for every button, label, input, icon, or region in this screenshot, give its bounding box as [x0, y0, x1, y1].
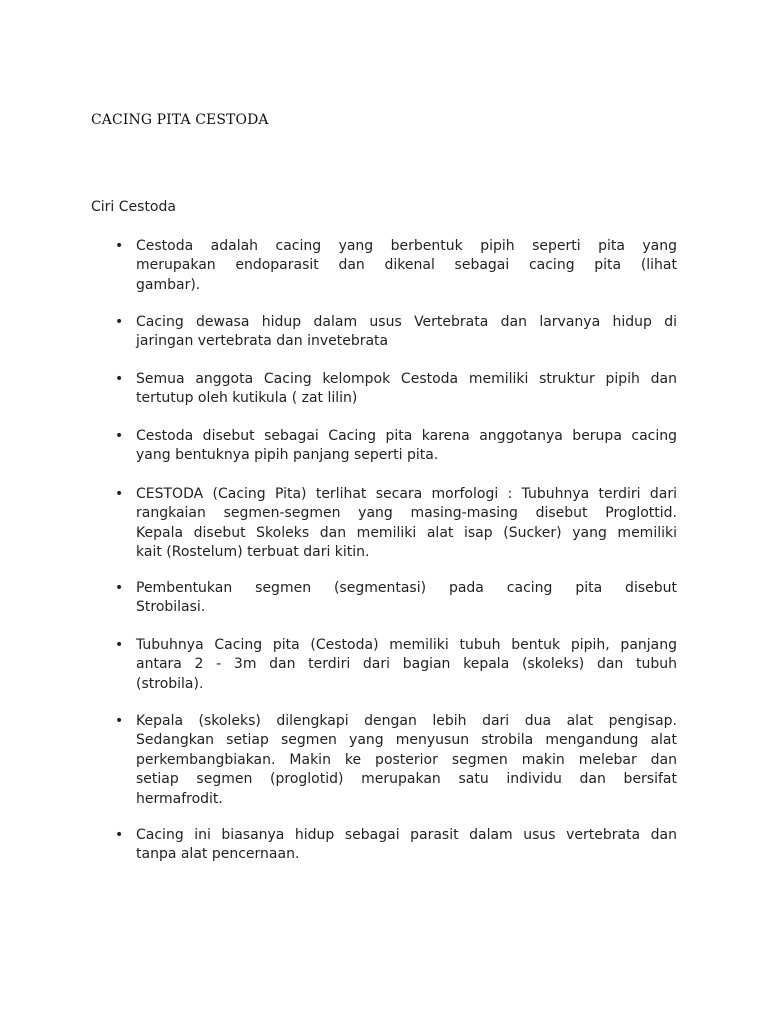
bullet-text-line: (strobila).	[136, 675, 204, 692]
section-heading: Ciri Cestoda	[91, 199, 176, 215]
bullet-text-line: tanpa alat pencernaan.	[136, 846, 300, 863]
bullet-marker: •	[115, 314, 124, 330]
bullet-marker: •	[115, 486, 124, 502]
bullet-text-line: Pembentukan segmen (segmentasi) pada cacing pita disebut	[136, 580, 677, 596]
bullet-item	[115, 313, 677, 352]
bullet-item	[115, 370, 677, 409]
bullet-text-line: Strobilasi.	[136, 599, 206, 616]
bullet-text-line: yang bentuknya pipih panjang seperti pita.	[136, 447, 439, 464]
bullet-item	[115, 427, 677, 466]
document-title: CACING PITA CESTODA	[91, 112, 269, 128]
bullet-text-line: rangkaian segmen-segmen yang masing-masing disebut Proglottid.	[136, 505, 677, 522]
bullet-text-line: setiap segmen (proglotid) merupakan satu individu dan bersifat	[136, 771, 677, 788]
bullet-marker: •	[115, 580, 124, 596]
bullet-text-line: Cacing dewasa hidup dalam usus Vertebrata dan larvanya hidup di	[136, 314, 677, 330]
bullet-item	[115, 636, 677, 694]
bullet-marker: •	[115, 371, 124, 387]
bullet-text-line: tertutup oleh kutikula ( zat lilin)	[136, 390, 358, 407]
bullet-text-line: Cestoda adalah cacing yang berbentuk pipih seperti pita yang	[136, 238, 677, 254]
bullet-marker: •	[115, 238, 124, 254]
bullet-item	[115, 826, 677, 865]
bullet-text-line: Sedangkan setiap segmen yang menyusun strobila mengandung alat	[136, 732, 677, 749]
bullet-text-line: Kepala (skoleks) dilengkapi dengan lebih dari dua alat pengisap.	[136, 713, 677, 729]
bullet-text-line: kait (Rostelum) terbuat dari kitin.	[136, 544, 370, 561]
bullet-marker: •	[115, 827, 124, 843]
bullet-text-line: Tubuhnya Cacing pita (Cestoda) memiliki tubuh bentuk pipih, panjang	[136, 637, 677, 653]
bullet-text-line: Cacing ini biasanya hidup sebagai parasit dalam usus vertebrata dan	[136, 827, 677, 843]
bullet-marker: •	[115, 428, 124, 444]
bullet-marker: •	[115, 637, 124, 653]
bullet-text-line: Cestoda disebut sebagai Cacing pita karena anggotanya berupa cacing	[136, 428, 677, 444]
bullet-item	[115, 237, 677, 295]
bullet-text-line: CESTODA (Cacing Pita) terlihat secara morfologi : Tubuhnya terdiri dari	[136, 486, 677, 502]
bullet-text-line: perkembangbiakan. Makin ke posterior segmen makin melebar dan	[136, 751, 677, 768]
bullet-text-line: Kepala disebut Skoleks dan memiliki alat isap (Sucker) yang memiliki	[136, 524, 677, 541]
bullet-marker: •	[115, 713, 124, 729]
bullet-text-line: antara 2 - 3m dan terdiri dari bagian kepala (skoleks) dan tubuh	[136, 656, 677, 673]
bullet-item	[115, 485, 677, 563]
bullet-text-line: hermafrodit.	[136, 790, 223, 807]
bullet-text-line: Semua anggota Cacing kelompok Cestoda memiliki struktur pipih dan	[136, 371, 677, 387]
bullet-item	[115, 579, 677, 618]
bullet-text-line: merupakan endoparasit dan dikenal sebagai cacing pita (lihat	[136, 257, 677, 274]
bullet-item	[115, 712, 677, 809]
bullet-text-line: gambar).	[136, 276, 201, 293]
bullet-text-line: jaringan vertebrata dan invetebrata	[136, 333, 389, 350]
